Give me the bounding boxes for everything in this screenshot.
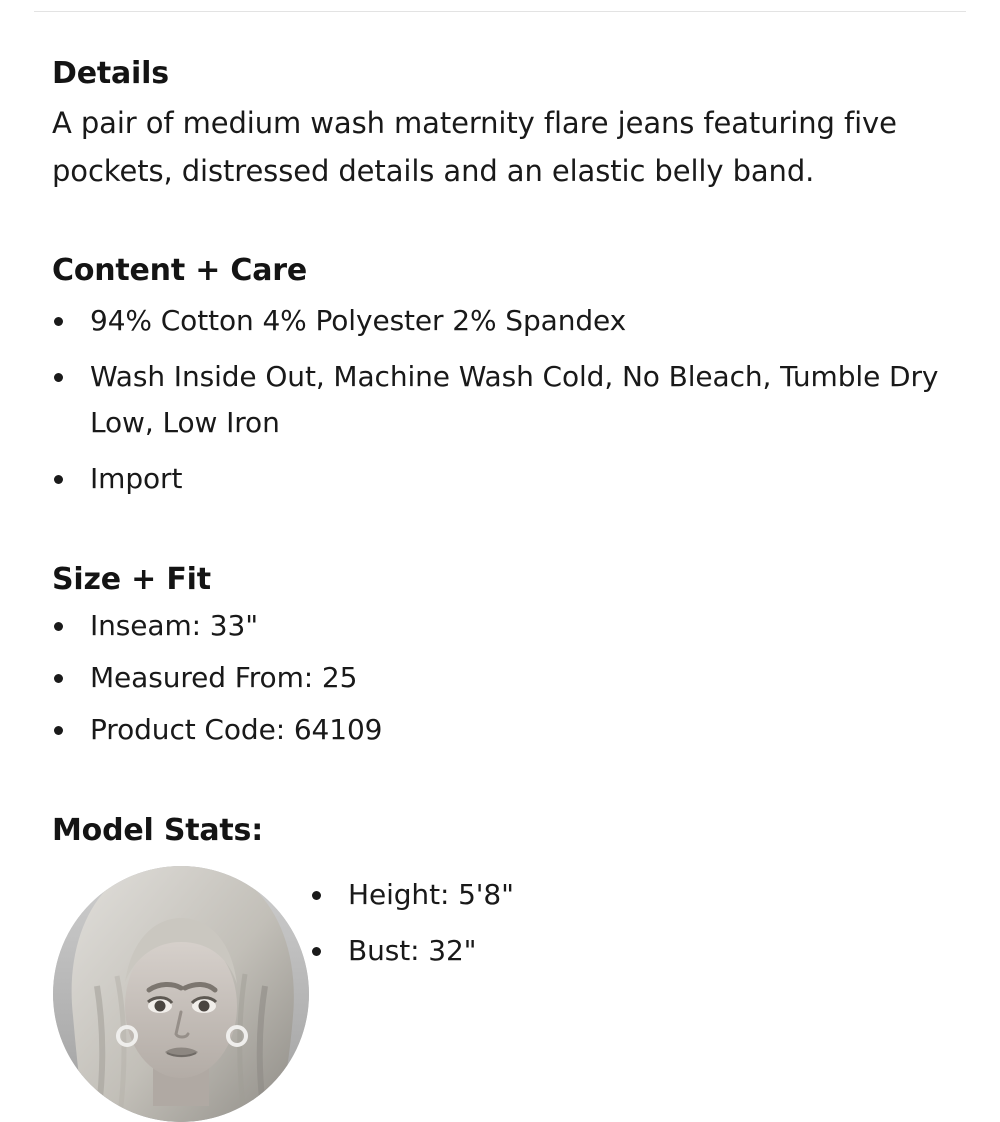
- model-stats-section: [52, 753, 948, 1122]
- content-care-section: [52, 195, 948, 502]
- content-care-list: [52, 298, 948, 502]
- model-stats-heading: Model Stats:: [52, 813, 263, 848]
- model-stats-list: [310, 872, 514, 974]
- list-item: Wash Inside Out, Machine Wash Cold, No Bleach, Tumble Dry Low, Low Iron: [52, 354, 948, 446]
- size-fit-list: [52, 603, 948, 753]
- list-item: Bust: 32": [310, 928, 514, 974]
- top-divider: [34, 11, 966, 12]
- list-item: Inseam: 33": [52, 603, 948, 649]
- details-heading: Details: [52, 56, 169, 91]
- details-description: A pair of medium wash maternity flare jeans featuring five pockets, distressed details and an elastic belly band.: [52, 106, 897, 188]
- list-item: Product Code: 64109: [52, 707, 948, 753]
- details-section: [52, 0, 948, 195]
- list-item: 94% Cotton 4% Polyester 2% Spandex: [52, 298, 948, 344]
- size-fit-section: [52, 502, 948, 753]
- content-care-heading: Content + Care: [52, 253, 307, 288]
- list-item: Import: [52, 456, 948, 502]
- list-item: Height: 5'8": [310, 872, 514, 918]
- model-portrait-image: [53, 866, 309, 1122]
- list-item: Measured From: 25: [52, 655, 948, 701]
- model-photo-container: [52, 866, 310, 1122]
- model-stats-row: [52, 866, 948, 1122]
- size-fit-heading: Size + Fit: [52, 562, 211, 597]
